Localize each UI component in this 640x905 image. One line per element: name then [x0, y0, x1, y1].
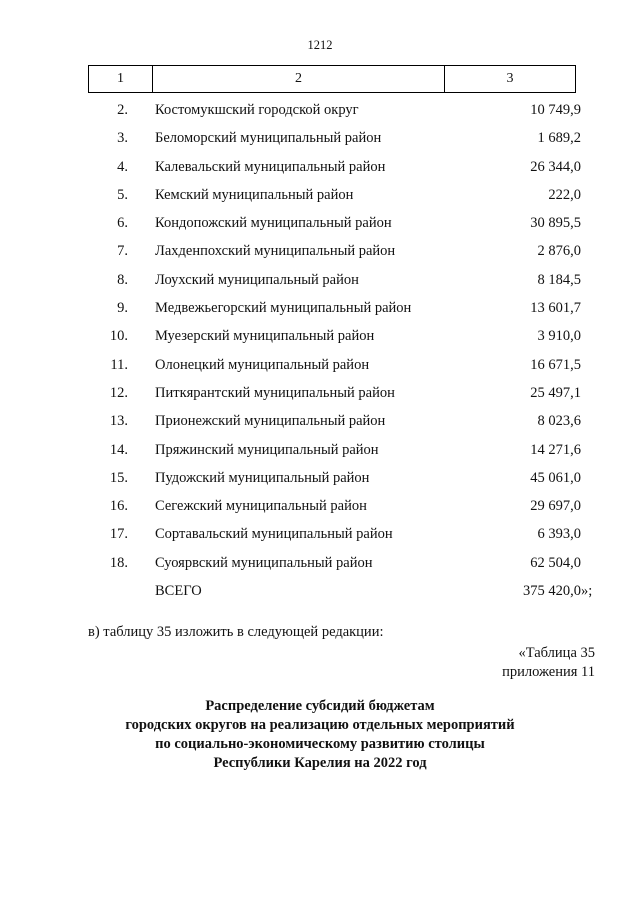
table-row	[88, 237, 608, 265]
row-number: 12.	[109, 384, 128, 401]
table-row	[88, 351, 608, 379]
row-value: 10 749,9	[530, 102, 581, 118]
table-row	[88, 322, 608, 350]
instruction-text: в) таблицу 35 изложить в следующей редакции:	[88, 624, 384, 640]
row-value: 26 344,0	[530, 158, 581, 175]
row-number: 17.	[109, 526, 128, 543]
row-value: 25 497,1	[530, 384, 581, 401]
row-name: Сортавальский муниципальный район	[155, 526, 393, 543]
row-value: 1 689,2	[537, 130, 581, 147]
row-value: 2 876,0	[537, 243, 581, 260]
row-name: Олонецкий муниципальный район	[155, 356, 370, 373]
table-reference	[502, 644, 595, 682]
row-value: 13 601,7	[530, 300, 581, 317]
table-row	[88, 124, 608, 152]
row-name: Прионежский муниципальный район	[155, 413, 386, 430]
table-row	[88, 209, 608, 237]
row-number: 7.	[117, 243, 128, 260]
row-number: 9.	[117, 300, 128, 317]
header-col-3: 3	[506, 71, 514, 86]
row-value: 30 895,5	[530, 215, 581, 232]
row-value: 29 697,0	[530, 498, 581, 515]
row-name: Медвежьегорский муниципальный район	[155, 300, 412, 317]
row-name: Суоярвский муниципальный район	[155, 554, 373, 571]
table-row	[88, 266, 608, 294]
row-number: 5.	[117, 186, 128, 203]
title-line-2: городских округов на реализацию отдельных мероприятий	[125, 717, 515, 733]
total-label: ВСЕГО	[155, 583, 202, 600]
title-line-4: Республики Карелия на 2022 год	[213, 755, 427, 771]
row-value: 45 061,0	[530, 469, 581, 486]
section-title	[0, 697, 640, 773]
row-value: 3 910,0	[537, 328, 581, 345]
row-name: Сегежский муниципальный район	[155, 498, 367, 515]
row-number: 3.	[117, 130, 128, 147]
row-number: 4.	[117, 158, 128, 175]
row-name: Пряжинский муниципальный район	[155, 441, 379, 458]
row-name: Питкярантский муниципальный район	[155, 384, 395, 401]
row-number: 2.	[117, 102, 128, 118]
row-number: 13.	[109, 413, 128, 430]
table-header	[88, 65, 576, 93]
table-ref-line-2: приложения 11	[502, 664, 595, 680]
row-value: 6 393,0	[537, 526, 581, 543]
row-value: 8 023,6	[537, 413, 581, 430]
table-row	[88, 379, 608, 407]
row-value: 14 271,6	[530, 441, 581, 458]
table-row	[88, 153, 608, 181]
row-value: 62 504,0	[530, 554, 581, 571]
row-number: 10.	[109, 328, 128, 345]
row-number: 11.	[110, 356, 128, 373]
row-number: 15.	[109, 469, 128, 486]
row-number: 16.	[109, 498, 128, 515]
table-row	[88, 294, 608, 322]
table-row	[88, 436, 608, 464]
row-number: 6.	[117, 215, 128, 232]
header-col-2: 2	[153, 66, 445, 92]
row-name: Муезерский муниципальный район	[155, 328, 375, 345]
row-name: Кондопожский муниципальный район	[155, 215, 392, 232]
title-line-1: Распределение субсидий бюджетам	[205, 698, 435, 714]
row-name: Беломорский муниципальный район	[155, 130, 382, 147]
table-row	[88, 520, 608, 548]
row-name: Костомукшский городской округ	[155, 102, 359, 118]
total-row	[88, 577, 608, 605]
table-row	[88, 492, 608, 520]
table-row	[88, 181, 608, 209]
row-name: Кемский муниципальный район	[155, 186, 354, 203]
row-number: 18.	[109, 554, 128, 571]
row-name: Лоухский муниципальный район	[155, 271, 359, 288]
row-number: 14.	[109, 441, 128, 458]
row-name: Пудожский муниципальный район	[155, 469, 370, 486]
row-value: 8 184,5	[537, 271, 581, 288]
table-row	[88, 464, 608, 492]
table-row	[88, 96, 608, 124]
row-name: Лахденпохский муниципальный район	[155, 243, 396, 260]
row-number: 8.	[117, 271, 128, 288]
row-name: Калевальский муниципальный район	[155, 158, 386, 175]
row-value: 16 671,5	[530, 356, 581, 373]
title-line-3: по социально-экономическому развитию столицы	[155, 736, 485, 752]
table-body	[88, 96, 608, 605]
table-row	[88, 549, 608, 577]
page-number: 1212	[307, 38, 333, 52]
table-row	[88, 407, 608, 435]
total-value: 375 420,0	[523, 583, 581, 600]
total-suffix: »;	[581, 583, 593, 600]
header-col-1: 1	[89, 66, 153, 92]
row-value: 222,0	[548, 186, 581, 203]
table-ref-line-1: «Таблица 35	[518, 645, 595, 661]
